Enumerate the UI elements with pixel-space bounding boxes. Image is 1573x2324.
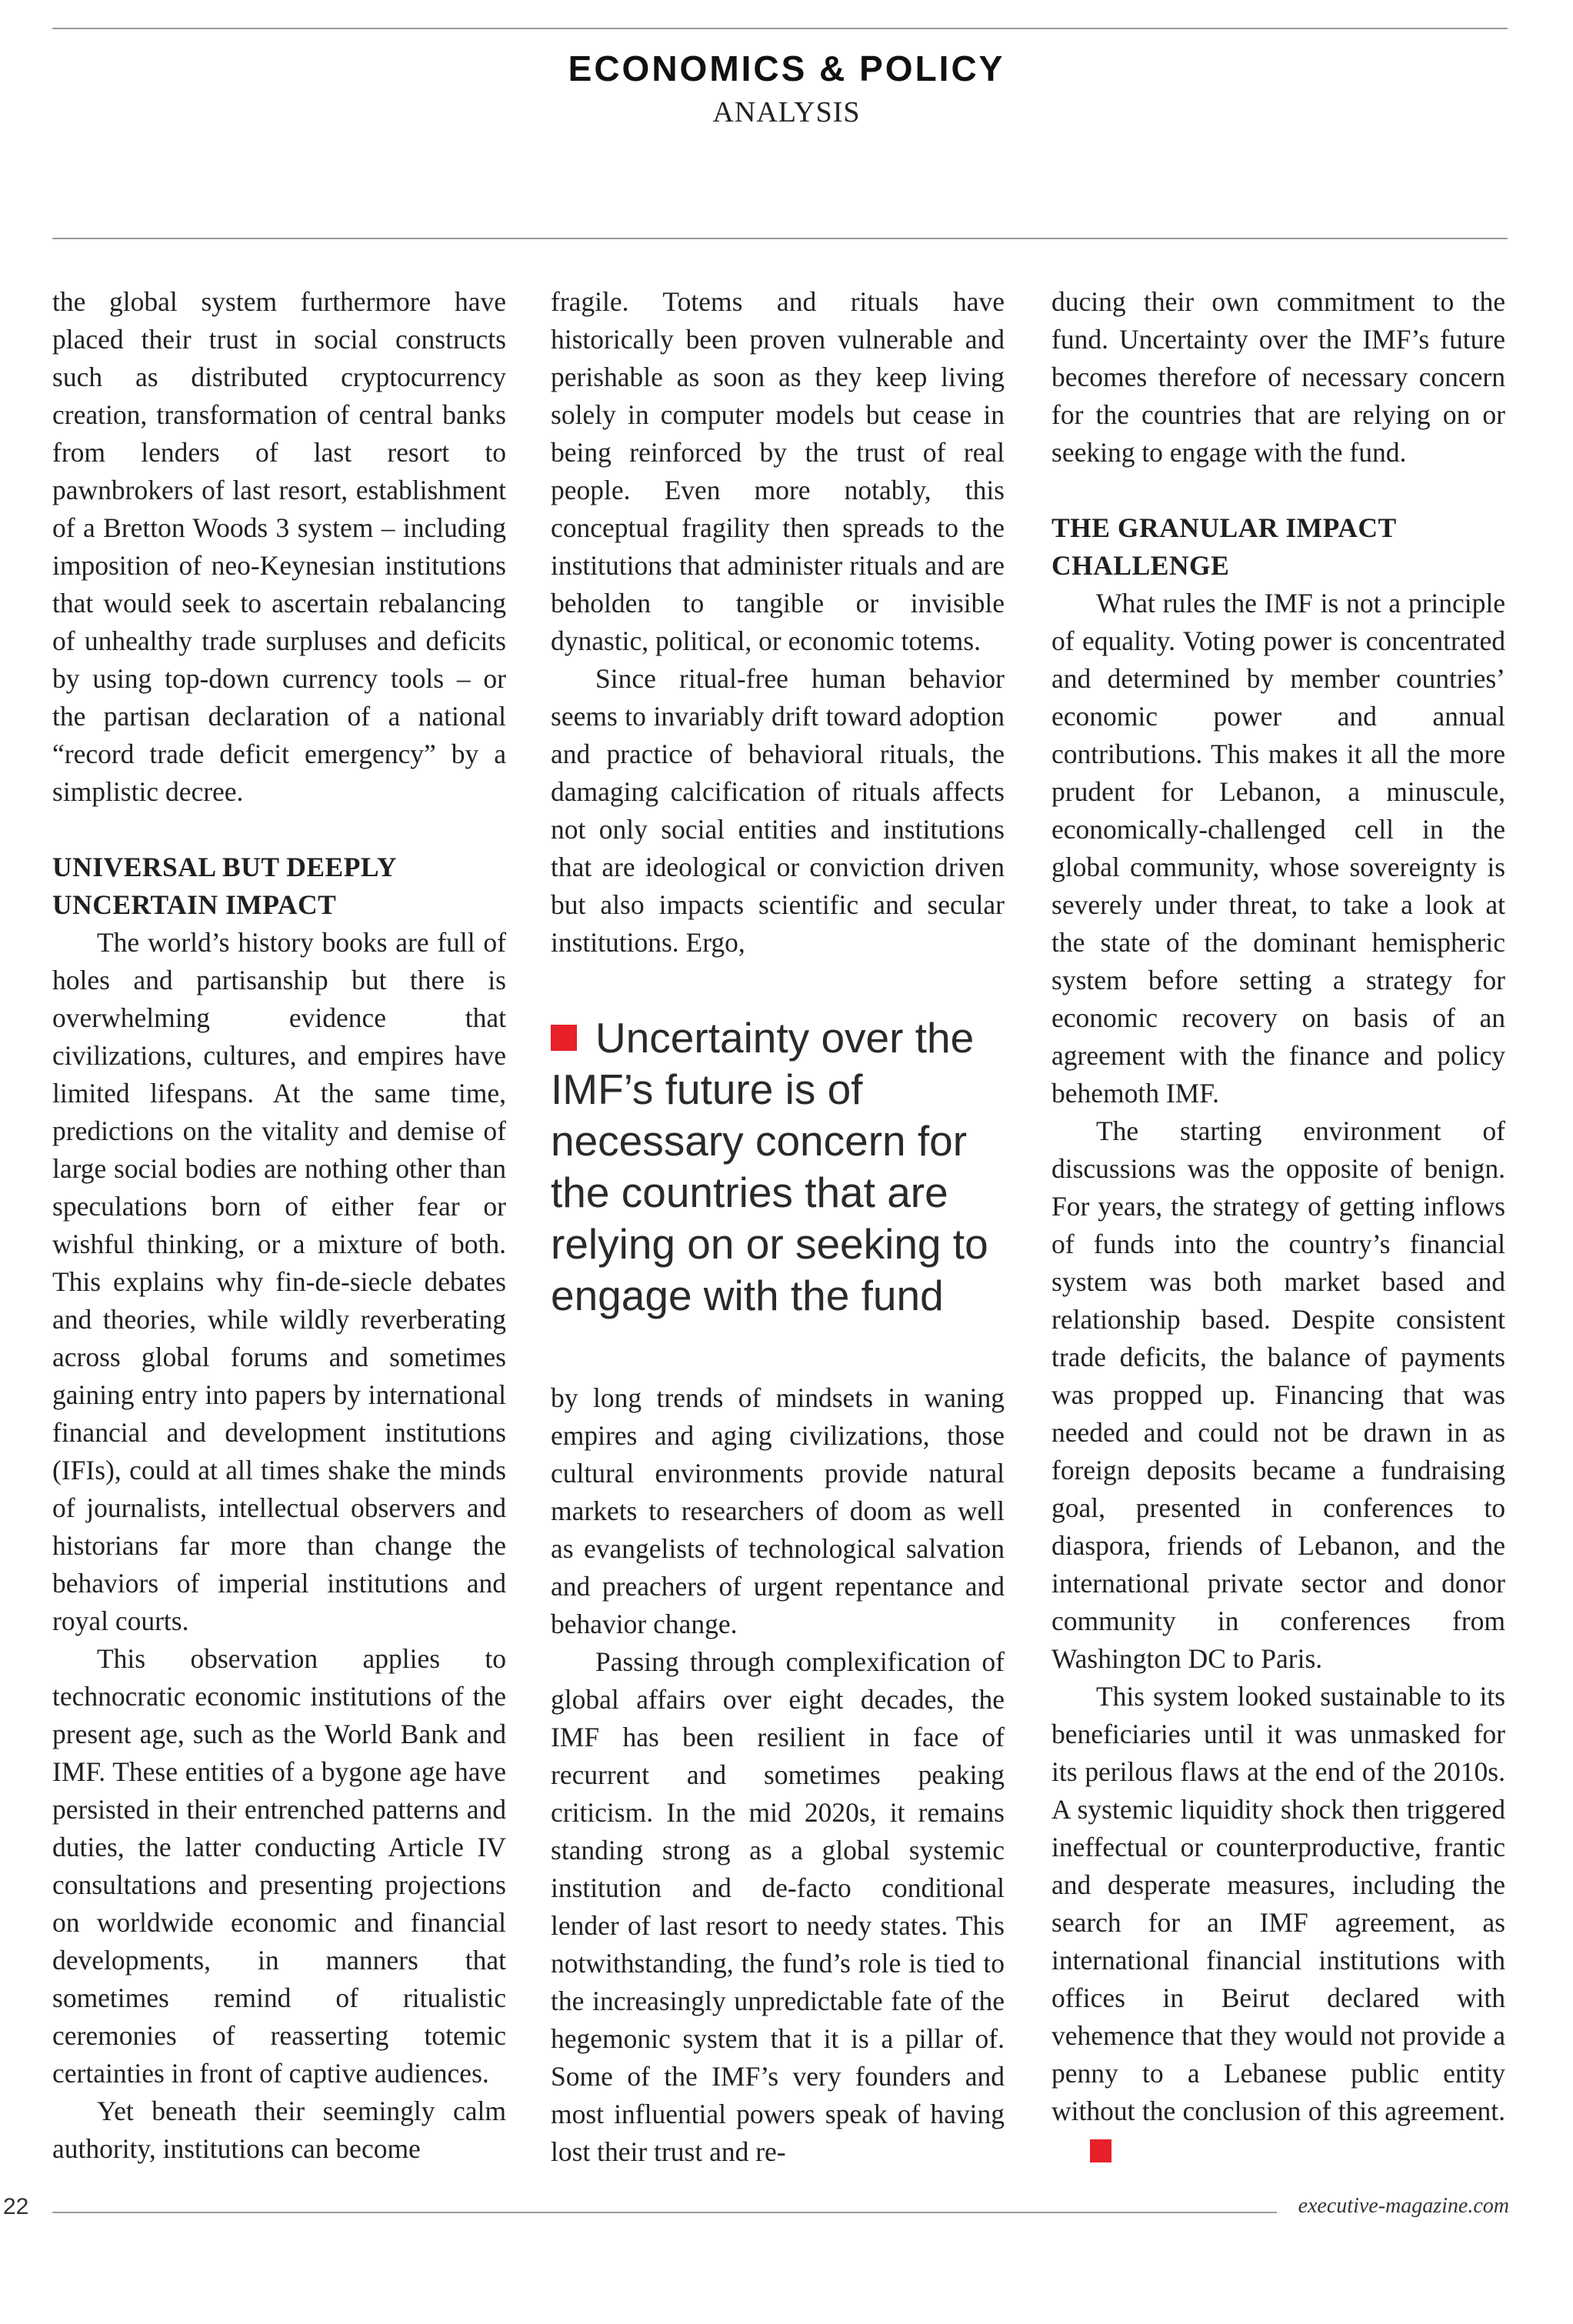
column-3 xyxy=(1051,283,1505,2168)
paragraph: by long trends of mindsets in waning empires and aging civilizations, those cultural environments provide natural markets to researchers of doom as well as evangelists of technological salvation and preachers of urgent repentance and behavior change. xyxy=(551,1382,1005,1639)
pull-quote xyxy=(551,1012,1012,1322)
footer-rule xyxy=(52,2212,1277,2213)
column-2 xyxy=(551,283,1005,962)
page-number: 22 xyxy=(3,2194,29,2219)
pull-quote-text: Uncertainty over the IMF’s future is of necessary concern for the countries that are relying on or seeking to engage with the fund xyxy=(551,1014,988,1319)
paragraph: fragile. Totems and rituals have historically been proven vulnerable and perishable as soon as they keep living solely in computer models but cease in being reinforced by the trust of real people. Even more notably, this conceptual fragility then spreads to the institutions that administer rituals and are beholden to tangible or invisible dynastic, political, or economic totems. xyxy=(551,286,1005,656)
paragraph: The world’s history books are full of holes and partisanship but there is overwhelming evidence that civilizations, cultures, and empires have limited lifespans. At the same time, predictions on the vitality and demise of large social bodies are nothing other than speculations born of either fear or wishful thinking, or a mixture of both. This explains why fin-de-siecle debates and theories, while wildly reverberating across global forums and sometimes gaining entry into papers by international financial and development institutions (IFIs), could at all times shake the minds of journalists, intellectual observers and historians far more than change the behaviors of imperial institutions and royal courts. xyxy=(52,927,506,1636)
subheading: UNIVERSAL BUT DEEPLY UNCERTAIN IMPACT xyxy=(52,852,396,920)
section-subtitle: ANALYSIS xyxy=(712,96,861,128)
paragraph: The starting environment of discussions was the opposite of benign. For years, the strategy of getting inflows of funds into the country’s financial system was both market based and relationship based. Despite consistent trade deficits, the balance of payments was propped up. Financing that was needed and could not be drawn in as foreign deposits became a fundraising goal, presented in conferences to diaspora, friends of Lebanon, and the international private sector and donor community in conferences from Washington DC to Paris. xyxy=(1051,1115,1505,1674)
top-rule xyxy=(52,28,1508,29)
paragraph: This observation applies to technocratic economic institutions of the present age, such as the World Bank and IMF. These entities of a bygone age have persisted in their entrenched patterns and duties, the latter conducting Article IV consultations and presenting projections on worldwide economic and financial developments, in manners that sometimes remind of ritualistic ceremonies of reasserting totemic certainties in front of captive audiences. xyxy=(52,1643,506,2089)
footer-website: executive-magazine.com xyxy=(1298,2194,1509,2218)
red-square-icon xyxy=(551,1025,577,1051)
column-1 xyxy=(52,283,506,2168)
header-rule xyxy=(52,238,1508,239)
paragraph: ducing their own commitment to the fund. Uncertainty over the IMF’s future becomes therefore of necessary concern for the countries that are relying on or seeking to engage with the fund. xyxy=(1051,286,1505,468)
subheading: THE GRANULAR IMPACT CHALLENGE xyxy=(1051,512,1397,581)
paragraph: Passing through complexification of global affairs over eight decades, the IMF has been resilient in face of recurrent and sometimes peaking criticism. In the mid 2020s, it remains standing strong as a global systemic institution and de-facto conditional lender of last resort to needy states. This notwithstanding, the fund’s role is tied to the increasingly unpredictable fate of the hegemonic system that it is a pillar of. Some of the IMF’s very founders and most influential powers speak of having lost their trust and re- xyxy=(551,1646,1005,2167)
end-of-article-icon: E xyxy=(1090,2139,1111,2162)
paragraph: What rules the IMF is not a principle of equality. Voting power is concentrated and determined by member countries’ economic power and annual contributions. This makes it all the more prudent for Lebanon, a minuscule, economically-challenged cell in the global community, whose sovereignty is severely under threat, to take a look at the state of the dominant hemispheric system before setting a strategy for economic recovery on basis of an agreement with the finance and policy behemoth IMF. xyxy=(1051,588,1505,1109)
paragraph: Yet beneath their seemingly calm authority, institutions can become xyxy=(52,2096,506,2164)
section-title: ECONOMICS & POLICY xyxy=(568,48,1005,88)
paragraph: Since ritual-free human behavior seems to invariably drift toward adoption and practice of behavioral rituals, the damaging calcification of rituals affects not only social entities and institutions that are ideological or conviction driven but also impacts scientific and secular institutions. Ergo, xyxy=(551,663,1005,958)
paragraph-text: This system looked sustainable to its beneficiaries until it was unmasked for its perilous flaws at the end of the 2010s. A systemic liquidity shock then triggered ineffectual or counterproductive, frantic and desperate measures, including the search for an IMF agreement, as international financial institutions with offices in Beirut declared with vehemence that they would not provide a penny to a Lebanese public entity without the conclusion of this agreement. xyxy=(1051,1681,1505,2126)
paragraph xyxy=(1051,1678,1505,2168)
paragraph: the global system furthermore have placed their trust in social constructs such as distributed cryptocurrency creation, transformation of central banks from lenders of last resort to pawnbrokers of last resort, establishment of a Bretton Woods 3 system – including imposition of neo-Keynesian institutions that would seek to ascertain rebalancing of unhealthy trade surpluses and deficits by using top-down currency tools – or the partisan declaration of a national “record trade deficit emergency” by a simplistic decree. xyxy=(52,286,506,807)
column-2-continued xyxy=(551,1379,1005,2171)
